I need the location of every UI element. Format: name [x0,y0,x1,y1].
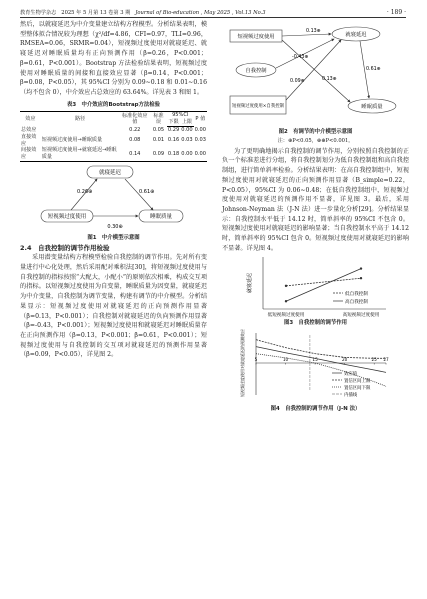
x-tick-label: 27 [382,357,389,363]
table-row [20,147,207,161]
johnson-neyman-chart [236,329,396,405]
page-number: · 189 · [386,9,406,16]
table-row [20,126,207,133]
th-path: 路径 [41,112,120,127]
section-heading: 2.4 自我控制的调节作用检验 [20,243,110,252]
x-tick-label: 5 [254,357,257,363]
y-label: 就寝延迟 [246,273,253,294]
th-p: P 值 [194,112,207,127]
label-delay: 就寝延迟 [344,32,367,38]
label-sleep: 睡眠质量 [360,104,383,110]
label-self: 自我控制 [244,68,267,74]
moderated-mediation-diagram [226,20,406,128]
legend-low: 低自我控制 [344,292,368,298]
edge-self-delay [276,39,334,68]
x-tick-label: 20 [341,357,347,363]
mediation-diagram [39,162,189,234]
cell: 间接效应 [20,147,41,161]
cell: 0.29 [167,126,180,133]
fig4-caption: 图4 自我控制的调节作用（J-N 法） [270,406,361,413]
x-tick-label: 10 [282,357,288,363]
fig2-note: 注：⊕P<0.05，⊕⊕P<0.001。 [277,137,354,144]
coef-3: 0.09⊕ [289,79,305,84]
paragraph-moderation: 采用潜变量结构方程模型检验自我控制的调节作用。先对所有变量进行中心化处理，然后采用配对乘积法[30]，将短视频过度使用与自我控制的指标按照“大配大，小配小”的原则依次相乘，构成交互项的指标。以短视频过度使用为自变量，睡眠质量为因变量，就寝延迟为中介变量，自我控制为调节变量，构建有调节的中介模型。分析结果显示：短视频过度使用对就寝延迟的正向预测作用显著（β=0.13，P<0.001）；自我控制对就寝延迟的负向预测作用显著（β=-0.43，P<0.001）；短视频过度使用和就寝延迟对睡眠质量存在正向预测作用（β=0.13，P<0.001；β=0.61，P<0.001）；短视频过度使用与自我控制的交互项对就寝延迟的预测作用显著（β=0.09，P<0.05），详见图 2。 [20,254,207,359]
right-column [222,20,409,415]
fig1-caption: 图1 中介模型示意图 [87,234,140,241]
legend-upper: 置信区间上限 [343,379,370,385]
cell: 总效应 [21,126,37,133]
point [359,268,361,270]
left-column [20,20,207,360]
simple-slope-chart [241,253,391,319]
cell: 0.01 [152,137,165,144]
series-line-1 [256,340,386,359]
coef-a: 0.26⊕ [76,188,92,195]
cell: 直接效应 [21,133,37,147]
legend-interp: 内插线 [343,393,357,399]
coef-4: 0.61⊕ [365,67,381,72]
series-line-0 [256,347,386,373]
legend-high: 高自我控制 [344,300,368,306]
paragraph-simple-slope: 为了更明确地揭示自我控制的调节作用，分别按照自我控制的正负一个标准差进行分组，将自我控制划分为低自我控制组和高自我控制组，进行简单斜率检验。分析结果表明：在高自我控制组中，短视频过度使用对就寝延迟的正向预测作用显著（B_simple=0.22，P<0.05），95%CI 为 0.06~0.48；在低自我控制组中，短视频过度使用对就寝延迟的预测作用不显著，详见图 3。最后，采用 Johnson-Neyman 法（J-N 法）进一步量化分析[29]。分析结果显示：自我控制水平低于 14.12 时，简单斜率的 95%CI 不包含 0。短视频过度使用对就寝延迟的影响显著；当自我控制水平高于 14.12 时，简单斜率的 95%CI 包含 0。短视频过度使用对就寝延迟的影响不显著。详见图 4。 [222,147,409,252]
edge-use-sleep [282,40,350,102]
cell: 0.03 [181,137,193,144]
cell: 0.00 [181,126,193,133]
th-upper: 上限 [181,119,193,126]
label-use: 短视频过度使用 [47,213,86,220]
cell: 短视频过度使用→就寝延迟→睡眠质量 [41,147,120,161]
th-se: 标准误 [150,112,167,127]
bootstrap-table [20,111,207,162]
legend-lower: 置信区间下限 [343,386,370,392]
cell: 0.03 [194,137,206,144]
cell: 0.14 [119,147,150,161]
cell [41,126,120,133]
edge-use-delay [282,34,331,36]
th-lower: 下限 [168,119,179,126]
fig4-legend [332,370,371,398]
x-tick-low: 低短视频过度使用 [267,313,304,319]
y-label: 短视频过度使用对就寝延迟的预测效应 [239,329,245,398]
cell: 0.18 [167,147,180,161]
coef-b: 0.61⊕ [138,188,154,195]
label-sleep: 睡眠质量 [149,213,172,220]
coef-1: 0.13⊕ [305,29,321,34]
cell: 0.08 [129,137,141,144]
th-ci: 95%CI [167,112,194,119]
header-rule [20,17,406,18]
cell: 0.05 [152,126,165,133]
cell: 短视频过度使用→睡眠质量 [41,137,103,144]
journal-cn: 教育生物学杂志 [20,10,57,16]
journal-en: Journal of Bio-education , May 2025 , Vol.13 No.3 [135,10,266,16]
cell: 0.00 [194,147,207,161]
issue-cn: 2025 年 5 月第 13 卷第 3 期 [61,10,131,16]
coef-2: -0.43⊕ [291,55,308,60]
label-interaction: 短视频过度使用×自我控制 [231,104,284,109]
x-tick-label: 15 [311,357,318,363]
th-effect: 效应 [20,112,41,127]
cell: 0.09 [150,147,167,161]
table-row [20,134,207,148]
running-header [20,9,406,16]
label-delay: 就寝延迟 [98,169,121,176]
fig3-caption: 图3 自我控制的调节作用 [283,320,348,327]
coef-5: 0.13⊕ [321,77,337,82]
point [359,277,361,279]
cell: 0.16 [167,137,180,144]
fig2-caption: 图2 有调节的中介模型示意图 [278,129,353,135]
x-tick-label: 25 [371,357,377,363]
cell: 0.00 [194,126,206,133]
label-use: 短视频过度使用 [236,34,275,40]
point [284,285,286,287]
point [284,300,286,302]
cell: 0.22 [129,126,141,133]
cell: 0.00 [180,147,193,161]
legend-effect: 效应值 [343,372,357,378]
paragraph-sem: 然后，以就寝延迟为中介变量建立结构方程模型。分析结果表明，模型整体拟合情况较为理想（χ²/df=4.86，CFI=0.97，TLI=0.96，RMSEA=0.06，SRMR=0.04），短视频过度使用对就寝延迟、就寝延迟对睡眠质量均有正向预测作用（β=0.26，P<0.001；β=0.61，P<0.001）。Bootstrap 方法检验结果表明，短视频过度使用对睡眠质量的间接和直接效应显著（β=0.14，P<0.001；β=0.08，P<0.05），其 95%CI 分别为 0.09~0.18 和 0.01~0.16（均不包含 0），中介效应占总效应的 63.64%。详见表 3 和图 1。 [20,21,207,96]
th-std: 标准化效应值 [119,112,150,127]
table-caption: 表3 中介效应的Bootstrap方法检验 [66,101,161,108]
coef-c: 0.30⊕ [106,223,123,230]
x-tick-high: 高短视频过度使用 [342,313,379,319]
